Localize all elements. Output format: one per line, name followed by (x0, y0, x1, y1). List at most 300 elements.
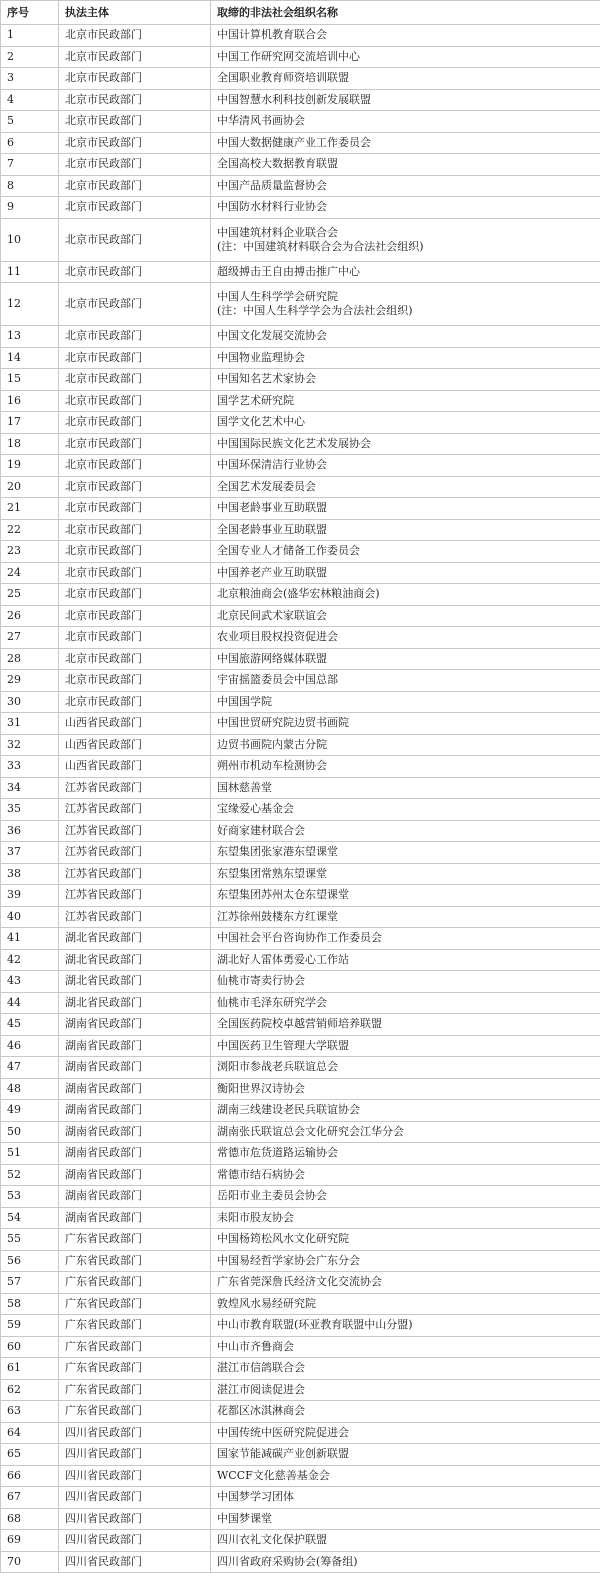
row-serial-number: 36 (1, 820, 59, 842)
row-serial-number: 58 (1, 1293, 59, 1315)
row-enforcement-agency: 湖南省民政部门 (59, 1035, 211, 1057)
table-row (1, 734, 600, 756)
table-row (1, 1121, 600, 1143)
organization-name-text: 农业项目股权投资促进会 (217, 630, 338, 644)
organization-name-text: 中国医药卫生管理大学联盟 (217, 1038, 349, 1052)
row-organization-name (211, 928, 600, 950)
row-organization-name (211, 863, 600, 885)
header-serial-number: 序号 (1, 1, 59, 25)
organization-name-text: 中山市教育联盟(环亚教育联盟中山分盟) (217, 1318, 413, 1332)
row-serial-number: 20 (1, 476, 59, 498)
row-enforcement-agency: 北京市民政部门 (59, 691, 211, 713)
row-organization-name (211, 1401, 600, 1423)
row-serial-number: 55 (1, 1229, 59, 1251)
table-row (1, 928, 600, 950)
row-organization-name (211, 971, 600, 993)
row-enforcement-agency: 湖南省民政部门 (59, 1207, 211, 1229)
organization-name-text: 国家节能减碳产业创新联盟 (217, 1447, 349, 1461)
row-serial-number: 61 (1, 1358, 59, 1380)
row-organization-name (211, 777, 600, 799)
row-serial-number: 42 (1, 949, 59, 971)
organization-name-text: 中国传统中医研究院促进会 (217, 1425, 349, 1439)
row-serial-number: 17 (1, 412, 59, 434)
row-serial-number: 67 (1, 1487, 59, 1509)
organization-name-text: 好商家建材联合会 (217, 823, 305, 837)
row-enforcement-agency: 江苏省民政部门 (59, 906, 211, 928)
organization-name-text: 中国建筑材料企业联合会 (217, 225, 338, 239)
row-serial-number: 12 (1, 283, 59, 326)
row-enforcement-agency: 湖南省民政部门 (59, 1014, 211, 1036)
organization-name-text: 东望集团苏州太仓东望课堂 (217, 888, 349, 902)
row-serial-number: 62 (1, 1379, 59, 1401)
organization-name-text: 中国旅游网络媒体联盟 (217, 651, 327, 665)
row-organization-name (211, 197, 600, 219)
table-row (1, 347, 600, 369)
organization-name-text: 中国国际民族文化艺术发展协会 (217, 436, 371, 450)
table-row (1, 1422, 600, 1444)
row-enforcement-agency: 北京市民政部门 (59, 412, 211, 434)
row-organization-name (211, 1164, 600, 1186)
row-organization-name (211, 519, 600, 541)
row-enforcement-agency: 北京市民政部门 (59, 369, 211, 391)
row-serial-number: 34 (1, 777, 59, 799)
row-serial-number: 69 (1, 1530, 59, 1552)
row-enforcement-agency: 北京市民政部门 (59, 433, 211, 455)
organization-name-text: 广东省莞深詹氏经济文化交流协会 (217, 1275, 382, 1289)
table-header (1, 1, 600, 25)
table-row (1, 1487, 600, 1509)
row-serial-number: 52 (1, 1164, 59, 1186)
row-enforcement-agency: 湖南省民政部门 (59, 1100, 211, 1122)
table-body (1, 25, 600, 1573)
row-serial-number: 63 (1, 1401, 59, 1423)
row-enforcement-agency: 广东省民政部门 (59, 1379, 211, 1401)
row-serial-number: 30 (1, 691, 59, 713)
table-row (1, 562, 600, 584)
organization-name-text: 北京民间武术家联谊会 (217, 608, 327, 622)
organization-name-text: 中国世贸研究院边贸书画院 (217, 716, 349, 730)
row-enforcement-agency: 湖北省民政部门 (59, 992, 211, 1014)
organization-name-text: 中国国学院 (217, 694, 272, 708)
row-enforcement-agency: 广东省民政部门 (59, 1358, 211, 1380)
row-enforcement-agency: 北京市民政部门 (59, 562, 211, 584)
row-enforcement-agency: 山西省民政部门 (59, 756, 211, 778)
row-organization-name (211, 326, 600, 348)
row-organization-name (211, 713, 600, 735)
organization-name-text: 中国物业监理协会 (217, 350, 305, 364)
organization-name-text: 中国梦学习团体 (217, 1490, 294, 1504)
organization-name-text: 中国知名艺术家协会 (217, 372, 316, 386)
organization-name-text: 中国梦课堂 (217, 1511, 272, 1525)
organization-name-text: 仙桃市毛泽东研究学会 (217, 995, 327, 1009)
row-serial-number: 11 (1, 261, 59, 283)
row-organization-name (211, 562, 600, 584)
row-serial-number: 6 (1, 132, 59, 154)
row-enforcement-agency: 北京市民政部门 (59, 197, 211, 219)
row-enforcement-agency: 四川省民政部门 (59, 1508, 211, 1530)
row-organization-name (211, 390, 600, 412)
row-enforcement-agency: 江苏省民政部门 (59, 842, 211, 864)
row-enforcement-agency: 北京市民政部门 (59, 605, 211, 627)
organization-name-text: 国林慈善堂 (217, 780, 272, 794)
row-enforcement-agency: 四川省民政部门 (59, 1530, 211, 1552)
row-enforcement-agency: 湖南省民政部门 (59, 1121, 211, 1143)
table-row (1, 541, 600, 563)
row-serial-number: 44 (1, 992, 59, 1014)
row-organization-name (211, 175, 600, 197)
row-organization-name (211, 842, 600, 864)
row-serial-number: 23 (1, 541, 59, 563)
row-organization-name (211, 283, 600, 326)
row-organization-name (211, 1014, 600, 1036)
organization-name-text: 中国产品质量监督协会 (217, 178, 327, 192)
row-organization-name (211, 1272, 600, 1294)
row-enforcement-agency: 北京市民政部门 (59, 541, 211, 563)
table-row (1, 1143, 600, 1165)
organization-name-text: 东望集团张家港东望课堂 (217, 845, 338, 859)
row-serial-number: 37 (1, 842, 59, 864)
row-organization-name (211, 476, 600, 498)
row-organization-name (211, 584, 600, 606)
row-enforcement-agency: 湖南省民政部门 (59, 1143, 211, 1165)
table-row (1, 1551, 600, 1573)
row-serial-number: 13 (1, 326, 59, 348)
row-enforcement-agency: 江苏省民政部门 (59, 799, 211, 821)
row-organization-name (211, 1121, 600, 1143)
row-organization-name (211, 1186, 600, 1208)
row-enforcement-agency: 江苏省民政部门 (59, 820, 211, 842)
organization-name-text: 江苏徐州鼓楼东方红课堂 (217, 909, 338, 923)
row-organization-name (211, 1078, 600, 1100)
organization-note-text: (注：中国建筑材料联合会为合法社会组织) (217, 239, 424, 253)
row-serial-number: 57 (1, 1272, 59, 1294)
row-organization-name (211, 498, 600, 520)
organization-name-text: 中华清风书画协会 (217, 114, 305, 128)
row-organization-name (211, 648, 600, 670)
row-serial-number: 31 (1, 713, 59, 735)
organization-name-text: 中国工作研究网交流培训中心 (217, 49, 360, 63)
row-serial-number: 14 (1, 347, 59, 369)
table-row (1, 820, 600, 842)
table-row (1, 1444, 600, 1466)
row-serial-number: 19 (1, 455, 59, 477)
row-serial-number: 15 (1, 369, 59, 391)
row-serial-number: 65 (1, 1444, 59, 1466)
table-row (1, 691, 600, 713)
row-enforcement-agency: 北京市民政部门 (59, 648, 211, 670)
organization-name-text: 中国易经哲学家协会广东分会 (217, 1253, 360, 1267)
organization-name-text: 中国大数据健康产业工作委员会 (217, 135, 371, 149)
organization-name-text: 湖北好人雷体勇爱心工作站 (217, 952, 349, 966)
table-row (1, 132, 600, 154)
organization-name-text: 超级搏击王自由搏击推广中心 (217, 264, 360, 278)
row-organization-name (211, 691, 600, 713)
table-row (1, 68, 600, 90)
row-serial-number: 25 (1, 584, 59, 606)
row-enforcement-agency: 北京市民政部门 (59, 283, 211, 326)
organization-name-text: 湖南张氏联谊总会文化研究会江华分会 (217, 1124, 404, 1138)
row-enforcement-agency: 北京市民政部门 (59, 627, 211, 649)
organization-name-text: 中国防水材料行业协会 (217, 200, 327, 214)
organization-name-text: 中国智慧水利科技创新发展联盟 (217, 92, 371, 106)
organization-name-text: 国学文化艺术中心 (217, 415, 305, 429)
table-row (1, 25, 600, 47)
header-row (1, 1, 600, 25)
row-serial-number: 60 (1, 1336, 59, 1358)
row-enforcement-agency: 四川省民政部门 (59, 1465, 211, 1487)
row-enforcement-agency: 湖南省民政部门 (59, 1078, 211, 1100)
row-organization-name (211, 1444, 600, 1466)
row-organization-name (211, 992, 600, 1014)
row-organization-name (211, 1358, 600, 1380)
row-organization-name (211, 1207, 600, 1229)
row-organization-name (211, 46, 600, 68)
row-serial-number: 33 (1, 756, 59, 778)
row-serial-number: 7 (1, 154, 59, 176)
row-serial-number: 39 (1, 885, 59, 907)
row-organization-name (211, 1508, 600, 1530)
row-organization-name (211, 347, 600, 369)
row-organization-name (211, 1530, 600, 1552)
row-serial-number: 49 (1, 1100, 59, 1122)
row-organization-name (211, 541, 600, 563)
table-row (1, 992, 600, 1014)
row-organization-name (211, 433, 600, 455)
row-serial-number: 56 (1, 1250, 59, 1272)
organization-name-text: 东望集团常熟东望课堂 (217, 866, 327, 880)
row-organization-name (211, 218, 600, 261)
table-row (1, 1250, 600, 1272)
organization-name-text: 中国杨筠松风水文化研究院 (217, 1232, 349, 1246)
table-row (1, 1186, 600, 1208)
table-row (1, 949, 600, 971)
row-organization-name (211, 1315, 600, 1337)
row-enforcement-agency: 江苏省民政部门 (59, 885, 211, 907)
header-enforcement-agency: 执法主体 (59, 1, 211, 25)
organization-name-text: 岳阳市业主委员会协会 (217, 1189, 327, 1203)
organization-name-text: 全国老龄事业互助联盟 (217, 522, 327, 536)
row-organization-name (211, 1551, 600, 1573)
row-enforcement-agency: 湖南省民政部门 (59, 1164, 211, 1186)
row-enforcement-agency: 北京市民政部门 (59, 154, 211, 176)
organization-name-text: 中国社会平台咨询协作工作委员会 (217, 931, 382, 945)
table-row (1, 1229, 600, 1251)
row-organization-name (211, 734, 600, 756)
row-enforcement-agency: 北京市民政部门 (59, 175, 211, 197)
row-organization-name (211, 1336, 600, 1358)
row-enforcement-agency: 广东省民政部门 (59, 1336, 211, 1358)
organization-name-text: 衡阳世界汉诗协会 (217, 1081, 305, 1095)
row-organization-name (211, 25, 600, 47)
row-organization-name (211, 1143, 600, 1165)
row-serial-number: 38 (1, 863, 59, 885)
row-organization-name (211, 627, 600, 649)
table-row (1, 971, 600, 993)
row-enforcement-agency: 北京市民政部门 (59, 218, 211, 261)
row-serial-number: 24 (1, 562, 59, 584)
row-serial-number: 48 (1, 1078, 59, 1100)
table-row (1, 670, 600, 692)
row-enforcement-agency: 北京市民政部门 (59, 455, 211, 477)
organization-name-text: 湛江市阅读促进会 (217, 1382, 305, 1396)
table-row (1, 1358, 600, 1380)
row-serial-number: 9 (1, 197, 59, 219)
row-enforcement-agency: 江苏省民政部门 (59, 863, 211, 885)
row-enforcement-agency: 北京市民政部门 (59, 519, 211, 541)
organization-name-text: 四川省政府采购协会(筹备组) (217, 1554, 358, 1568)
table-row (1, 1508, 600, 1530)
row-enforcement-agency: 四川省民政部门 (59, 1444, 211, 1466)
organization-name-text: 四川衣礼文化保护联盟 (217, 1533, 327, 1547)
table-row (1, 390, 600, 412)
row-serial-number: 47 (1, 1057, 59, 1079)
row-serial-number: 4 (1, 89, 59, 111)
organization-name-text: 中国养老产业互助联盟 (217, 565, 327, 579)
row-enforcement-agency: 江苏省民政部门 (59, 777, 211, 799)
row-organization-name (211, 906, 600, 928)
row-organization-name (211, 132, 600, 154)
table-row (1, 455, 600, 477)
table-row (1, 519, 600, 541)
row-enforcement-agency: 北京市民政部门 (59, 584, 211, 606)
table-row (1, 605, 600, 627)
row-enforcement-agency: 北京市民政部门 (59, 326, 211, 348)
row-enforcement-agency: 山西省民政部门 (59, 734, 211, 756)
row-serial-number: 59 (1, 1315, 59, 1337)
row-enforcement-agency: 广东省民政部门 (59, 1250, 211, 1272)
table-row (1, 476, 600, 498)
table-row (1, 584, 600, 606)
row-serial-number: 22 (1, 519, 59, 541)
table-row (1, 777, 600, 799)
organization-name-text: 中国环保清洁行业协会 (217, 458, 327, 472)
row-enforcement-agency: 广东省民政部门 (59, 1272, 211, 1294)
table-row (1, 756, 600, 778)
row-enforcement-agency: 北京市民政部门 (59, 132, 211, 154)
organization-name-text: 中国计算机教育联合会 (217, 28, 327, 42)
row-serial-number: 51 (1, 1143, 59, 1165)
row-organization-name (211, 1100, 600, 1122)
row-organization-name (211, 1250, 600, 1272)
table-row (1, 648, 600, 670)
row-serial-number: 50 (1, 1121, 59, 1143)
row-enforcement-agency: 四川省民政部门 (59, 1551, 211, 1573)
row-serial-number: 2 (1, 46, 59, 68)
row-enforcement-agency: 北京市民政部门 (59, 68, 211, 90)
table-row (1, 1465, 600, 1487)
table-row (1, 154, 600, 176)
table-row (1, 1272, 600, 1294)
table-row (1, 218, 600, 261)
row-serial-number: 45 (1, 1014, 59, 1036)
organization-name-text: 全国高校大数据教育联盟 (217, 157, 338, 171)
row-organization-name (211, 412, 600, 434)
row-serial-number: 26 (1, 605, 59, 627)
organization-name-text: 浏阳市参战老兵联谊总会 (217, 1060, 338, 1074)
row-serial-number: 35 (1, 799, 59, 821)
row-organization-name (211, 1229, 600, 1251)
organization-name-text: 花都区冰淇淋商会 (217, 1404, 305, 1418)
table-row (1, 799, 600, 821)
row-enforcement-agency: 广东省民政部门 (59, 1229, 211, 1251)
row-serial-number: 64 (1, 1422, 59, 1444)
organization-name-text: 湛江市信鸽联合会 (217, 1361, 305, 1375)
row-enforcement-agency: 湖北省民政部门 (59, 928, 211, 950)
row-organization-name (211, 670, 600, 692)
row-serial-number: 8 (1, 175, 59, 197)
row-enforcement-agency: 北京市民政部门 (59, 25, 211, 47)
header-organization-name: 取缔的非法社会组织名称 (211, 1, 600, 25)
table-row (1, 369, 600, 391)
row-organization-name (211, 154, 600, 176)
row-organization-name (211, 89, 600, 111)
row-serial-number: 32 (1, 734, 59, 756)
table-row (1, 326, 600, 348)
row-serial-number: 41 (1, 928, 59, 950)
row-enforcement-agency: 北京市民政部门 (59, 347, 211, 369)
row-organization-name (211, 1487, 600, 1509)
row-enforcement-agency: 湖北省民政部门 (59, 971, 211, 993)
row-enforcement-agency: 北京市民政部门 (59, 261, 211, 283)
organization-name-text: 全国艺术发展委员会 (217, 479, 316, 493)
row-serial-number: 68 (1, 1508, 59, 1530)
row-serial-number: 18 (1, 433, 59, 455)
row-organization-name (211, 455, 600, 477)
organization-name-text: WCCF文化慈善基金会 (217, 1468, 330, 1482)
row-organization-name (211, 1057, 600, 1079)
table-row (1, 1315, 600, 1337)
organization-name-text: 中山市齐鲁商会 (217, 1339, 294, 1353)
row-organization-name (211, 111, 600, 133)
row-enforcement-agency: 广东省民政部门 (59, 1293, 211, 1315)
row-organization-name (211, 261, 600, 283)
row-serial-number: 53 (1, 1186, 59, 1208)
organization-name-text: 中国老龄事业互助联盟 (217, 501, 327, 515)
table-row (1, 1057, 600, 1079)
row-serial-number: 27 (1, 627, 59, 649)
table-row (1, 498, 600, 520)
row-serial-number: 40 (1, 906, 59, 928)
table-row (1, 1379, 600, 1401)
row-enforcement-agency: 山西省民政部门 (59, 713, 211, 735)
row-enforcement-agency: 湖南省民政部门 (59, 1186, 211, 1208)
organization-name-text: 仙桃市寄卖行协会 (217, 974, 305, 988)
row-organization-name (211, 369, 600, 391)
table-row (1, 1401, 600, 1423)
table-row (1, 842, 600, 864)
row-enforcement-agency: 北京市民政部门 (59, 670, 211, 692)
organization-name-text: 边贸书画院内蒙古分院 (217, 737, 327, 751)
row-serial-number: 21 (1, 498, 59, 520)
organization-name-text: 宇宙摇篮委员会中国总部 (217, 673, 338, 687)
organization-name-text: 宝缘爱心基金会 (217, 802, 294, 816)
table-row (1, 627, 600, 649)
row-organization-name (211, 1293, 600, 1315)
table-row (1, 1078, 600, 1100)
row-organization-name (211, 799, 600, 821)
row-enforcement-agency: 湖北省民政部门 (59, 949, 211, 971)
row-enforcement-agency: 湖南省民政部门 (59, 1057, 211, 1079)
table-row (1, 283, 600, 326)
organization-name-text: 中国文化发展交流协会 (217, 329, 327, 343)
table-row (1, 1100, 600, 1122)
row-enforcement-agency: 北京市民政部门 (59, 46, 211, 68)
row-serial-number: 10 (1, 218, 59, 261)
row-enforcement-agency: 北京市民政部门 (59, 476, 211, 498)
table-row (1, 863, 600, 885)
row-organization-name (211, 1379, 600, 1401)
row-organization-name (211, 949, 600, 971)
